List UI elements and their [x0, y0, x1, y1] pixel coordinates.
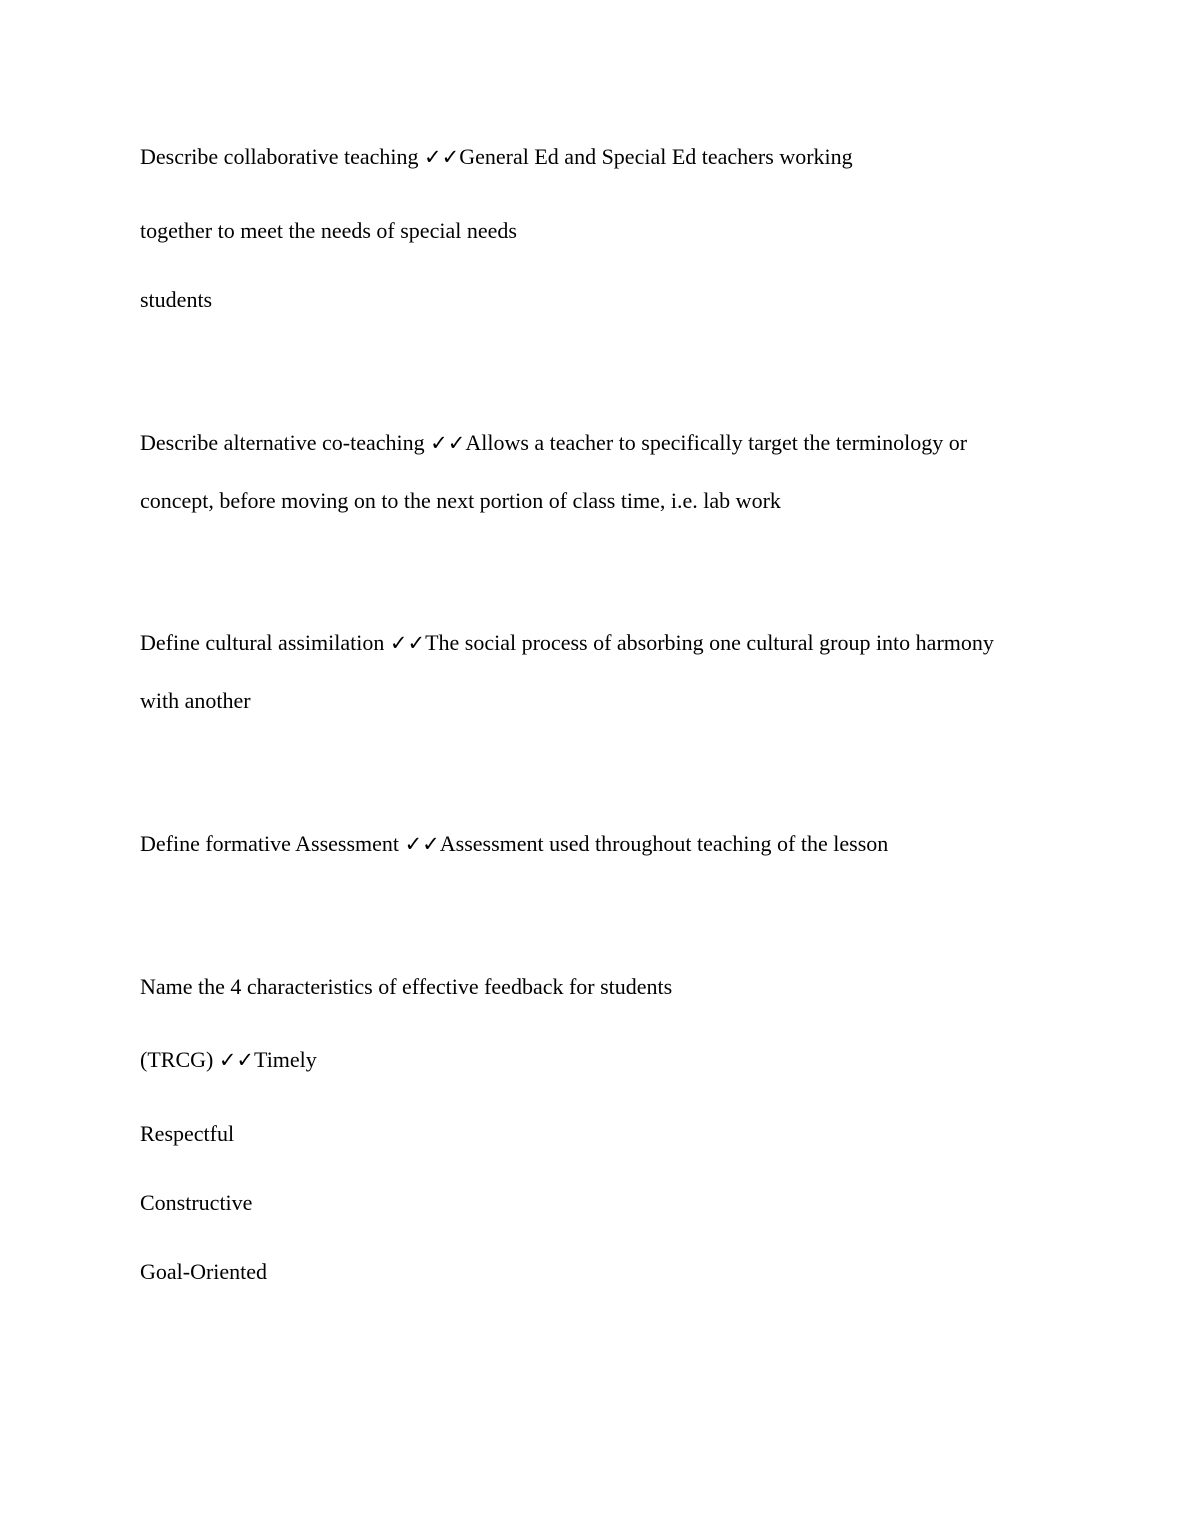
qa-5-answer: Timely	[254, 1047, 317, 1072]
qa-4-answer: Assessment used throughout teaching of the lesson	[439, 831, 889, 856]
double-check-icon: ✓✓	[404, 832, 440, 856]
qa-5-answer-line-3: Constructive	[140, 1190, 253, 1215]
double-check-icon: ✓✓	[389, 631, 426, 655]
qa-5-answer-line-2: Respectful	[140, 1121, 235, 1146]
qa-5-question: (TRCG)	[140, 1047, 219, 1072]
double-check-icon: ✓✓	[424, 145, 460, 169]
qa-2-answer-line-2: concept, before moving on to the next portion of class time, i.e. lab work	[140, 488, 781, 513]
double-check-icon: ✓✓	[218, 1048, 255, 1072]
qa-5-question-line-1: Name the 4 characteristics of effective feedback for students	[140, 974, 673, 999]
qa-3-line-1	[140, 630, 994, 656]
qa-1-line-1	[140, 144, 853, 170]
double-check-icon: ✓✓	[430, 431, 466, 455]
qa-3-answer: The social process of absorbing one cultural group into harmony	[425, 630, 994, 655]
qa-3-answer-line-2: with another	[140, 688, 251, 713]
qa-1-answer: General Ed and Special Ed teachers working	[459, 144, 853, 169]
qa-2-line-1	[140, 430, 967, 456]
qa-1-question: Describe collaborative teaching	[140, 144, 425, 169]
qa-4-line-1	[140, 831, 888, 857]
qa-3-question: Define cultural assimilation	[140, 630, 390, 655]
qa-5-line-2	[140, 1047, 317, 1073]
qa-4-question: Define formative Assessment	[140, 831, 405, 856]
qa-2-answer: Allows a teacher to specifically target the terminology or	[465, 430, 968, 455]
qa-1-answer-line-3: students	[140, 287, 213, 312]
qa-2-question: Describe alternative co-teaching	[140, 430, 431, 455]
qa-5-answer-line-4: Goal-Oriented	[140, 1259, 268, 1284]
qa-1-answer-line-2: together to meet the needs of special needs	[140, 218, 517, 243]
